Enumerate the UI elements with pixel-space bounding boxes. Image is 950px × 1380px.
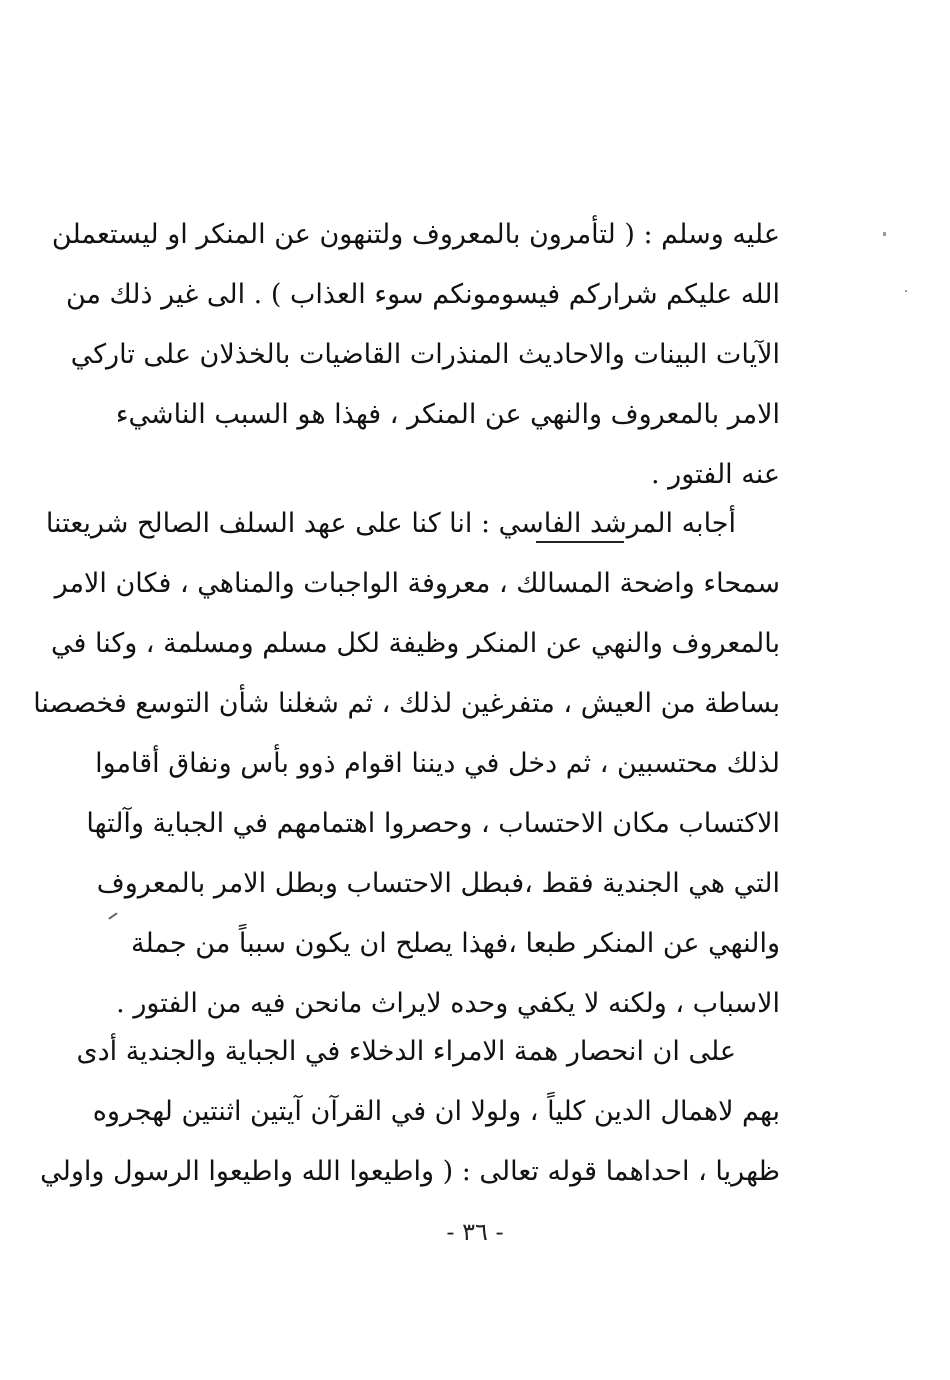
text-line: بهم لاهمال الدين كلياً ، ولولا ان في القرآن آيتين اثنتين لهجروه: [92, 1096, 780, 1127]
text-line: لذلك محتسبين ، ثم دخل في ديننا اقوام ذوو بأس ونفاق أقاموا: [95, 748, 780, 779]
paragraph-2: [33, 494, 780, 1034]
text-line: عليه وسلم : ( لتأمرون بالمعروف ولتنهون عن المنكر او ليستعملن: [51, 219, 780, 250]
page-number: - ٣٦ -: [446, 1218, 504, 1246]
paragraph-1: [51, 205, 780, 505]
text-line: ظهريا ، احداهما قوله تعالى : ( واطيعوا الله واطيعوا الرسول واولي: [40, 1156, 780, 1187]
speaker-underline: [536, 541, 624, 543]
scan-speck: [905, 290, 907, 292]
text-line: الله عليكم شراركم فيسومونكم سوء العذاب ) . الى غير ذلك من: [65, 279, 780, 310]
text-line: أجابه المرشد الفاسي : انا كنا على عهد السلف الصالح شريعتنا: [45, 508, 736, 539]
text-line: بساطة من العيش ، متفرغين لذلك ، ثم شغلنا شأن التوسع فخصصنا: [33, 688, 780, 719]
text-line: الآيات البينات والاحاديث المنذرات القاضيات بالخذلان على تاركي: [70, 339, 780, 370]
text-line: الاكتساب مكان الاحتساب ، وحصروا اهتمامهم في الجباية وآلتها: [86, 808, 780, 839]
text-line: عنه الفتور .: [650, 459, 780, 490]
text-line: الاسباب ، ولكنه لا يكفي وحده لايراث مانحن فيه من الفتور .: [116, 988, 780, 1019]
text-line: بالمعروف والنهي عن المنكر وظيفة لكل مسلم ومسلمة ، وكنا في: [50, 628, 780, 659]
paragraph-3: [40, 1022, 780, 1202]
text-line: التي هي الجندية فقط ،فبطل الاحتساب وبطل الامر بالمعروف: [96, 868, 780, 899]
text-line: سمحاء واضحة المسالك ، معروفة الواجبات والمناهي ، فكان الامر: [54, 568, 780, 599]
text-line: على ان انحصار همة الامراء الدخلاء في الجباية والجندية أدى: [76, 1036, 736, 1067]
text-line: الامر بالمعروف والنهي عن المنكر ، فهذا هو السبب الناشيء: [115, 399, 780, 430]
text-line: والنهي عن المنكر طبعا ،فهذا يصلح ان يكون سبباً من جملة: [131, 928, 780, 959]
scan-speck: [883, 232, 886, 236]
